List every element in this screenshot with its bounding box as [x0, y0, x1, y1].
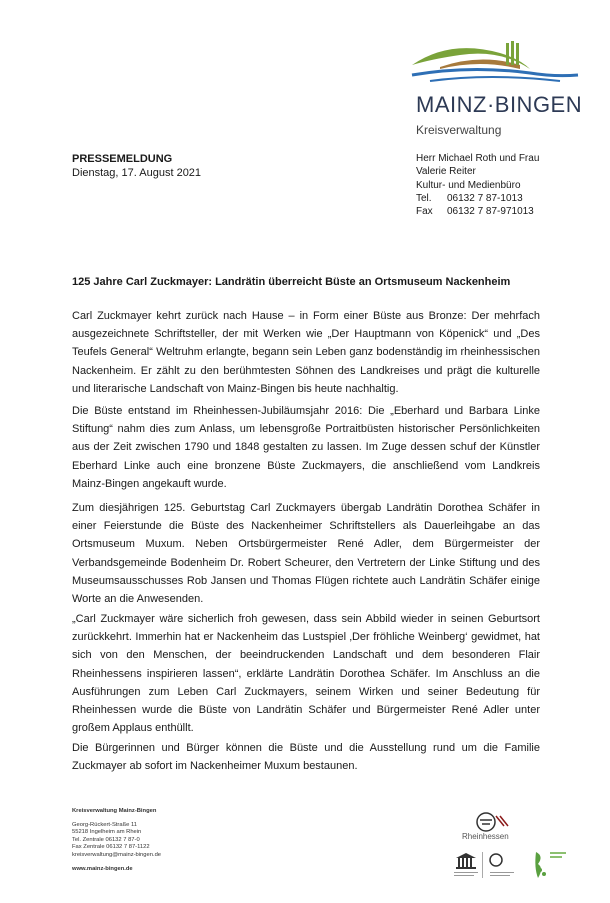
footer-street: Georg-Rückert-Straße 11	[72, 821, 137, 828]
footer-web[interactable]: www.mainz-bingen.de	[72, 865, 133, 872]
unesco-temple-icon	[452, 848, 522, 882]
paragraph-5: Die Bürgerinnen und Bürger können die Büste und die Ausstellung rund um die Familie Zuckmayer ab sofort im Nackenheimer Muxum bestaunen.	[72, 742, 540, 773]
mainz-bingen-logo	[410, 35, 583, 145]
contact-block	[416, 152, 539, 218]
contact-line-2: Valerie Reiter	[416, 166, 476, 178]
rheinhessen-logo	[462, 810, 542, 844]
logo-name: MAINZ·BINGEN	[416, 92, 583, 117]
rheinhessen-emblem-icon	[462, 810, 542, 834]
logo-subtitle: Kreisverwaltung	[416, 123, 502, 137]
rheinhessen-label: Rheinhessen	[462, 832, 509, 841]
contact-line-1: Herr Michael Roth und Frau	[416, 153, 540, 164]
contact-tel	[416, 192, 539, 205]
footer-org: Kreisverwaltung Mainz-Bingen	[72, 808, 157, 814]
grape-leaf-icon	[530, 848, 570, 884]
press-date: Dienstag, 17. August 2021	[72, 167, 202, 179]
footer-fax: Fax Zentrale 06132 7 87-1122	[72, 844, 150, 851]
footer-email[interactable]: kreisverwaltung@mainz-bingen.de	[72, 851, 162, 858]
headline: 125 Jahre Carl Zuckmayer: Landrätin überreicht Büste an Ortsmuseum Nackenheim	[72, 276, 511, 288]
press-block	[72, 152, 201, 180]
paragraph-4: „Carl Zuckmayer wäre sicherlich froh gewesen, dass sein Abbild wieder in seinen Geburtsort zurückkehrt. Immerhin hat er Nackenheim das Lustspiel ‚Der fröhliche Weinberg‘ gewidmet, hat sich von den Menschen, der beeindruckenden Landschaft und dem besonderen Flair Rheinhessens inspirieren lassen“, erklärte Landrätin Dorothea Schäfer. Im Anschluss an die Ausführungen zum Leben Carl Zuckmayers, seinem Wirken und seiner Bedeutung für Rheinhessen wurde die Büste von Landrätin Schäfer und Bürgermeister René Adler unter großem Applaus enthüllt.	[72, 613, 540, 735]
fax-number: 06132 7 87-971013	[447, 206, 534, 218]
contact-line-3: Kultur- und Medienbüro	[416, 179, 521, 191]
unesco-logo	[452, 848, 522, 882]
footer-city: 55218 Ingelheim am Rhein	[72, 829, 142, 836]
region-green-logo	[530, 848, 570, 884]
paragraph-1: Carl Zuckmayer kehrt zurück nach Hause – in Form einer Büste aus Bronze: Der mehrfach ausgezeichnete Schriftsteller, der mit Werken wie „Der Hauptmann von Köpenick“ und „Des Teufels General“ Weltruhm erlangte, begann sein Leben ganz bodenständig im rheinhessischen Nackenheim. Er zählt zu den berühmtesten Söhnen des Landkreises und prägt die kulturelle und literarische Landschaft von Mainz-Bingen bis heute nachhaltig.	[72, 310, 540, 395]
press-label: PRESSEMELDUNG	[72, 153, 173, 165]
landscape-logo-icon	[410, 35, 580, 91]
contact-fax	[416, 205, 539, 218]
tel-label: Tel.	[416, 192, 432, 204]
footer-tel: Tel. Zentrale 06132 7 87-0	[72, 836, 140, 843]
tel-number: 06132 7 87-1013	[447, 192, 523, 204]
paragraph-2: Die Büste entstand im Rheinhessen-Jubiläumsjahr 2016: Die „Eberhard und Barbara Linke Stiftung“ nahm dies zum Anlass, um lebensgroße Portraitbüsten historischer Persönlichkeiten aus der Zeit zwischen 1790 und 1848 gestalten zu lassen. Im Zuge dessen schuf der Künstler Eberhard Linke auch eine bronzene Büste Zuckmayers, die anschließend vom Landkreis Mainz-Bingen angekauft wurde.	[72, 405, 540, 490]
paragraph-3: Zum diesjährigen 125. Geburtstag Carl Zuckmayers übergab Landrätin Dorothea Schäfer in einer Feierstunde die Büste des Nackenheimer Schriftstellers als Dauerleihgabe an das Ortsmuseum Muxum. Neben Ortsbürgermeister René Adler, dem Bürgermeister der Verbandsgemeinde Bodenheim Dr. Robert Scheurer, den Vertretern der Linke Stiftung und des Museumsausschusses Rob Jansen und Thomas Flügen richtete auch Landrätin Schäfer einige Worte an die Anwesenden.	[72, 502, 540, 606]
footer-address	[72, 808, 161, 873]
fax-label: Fax	[416, 206, 433, 218]
